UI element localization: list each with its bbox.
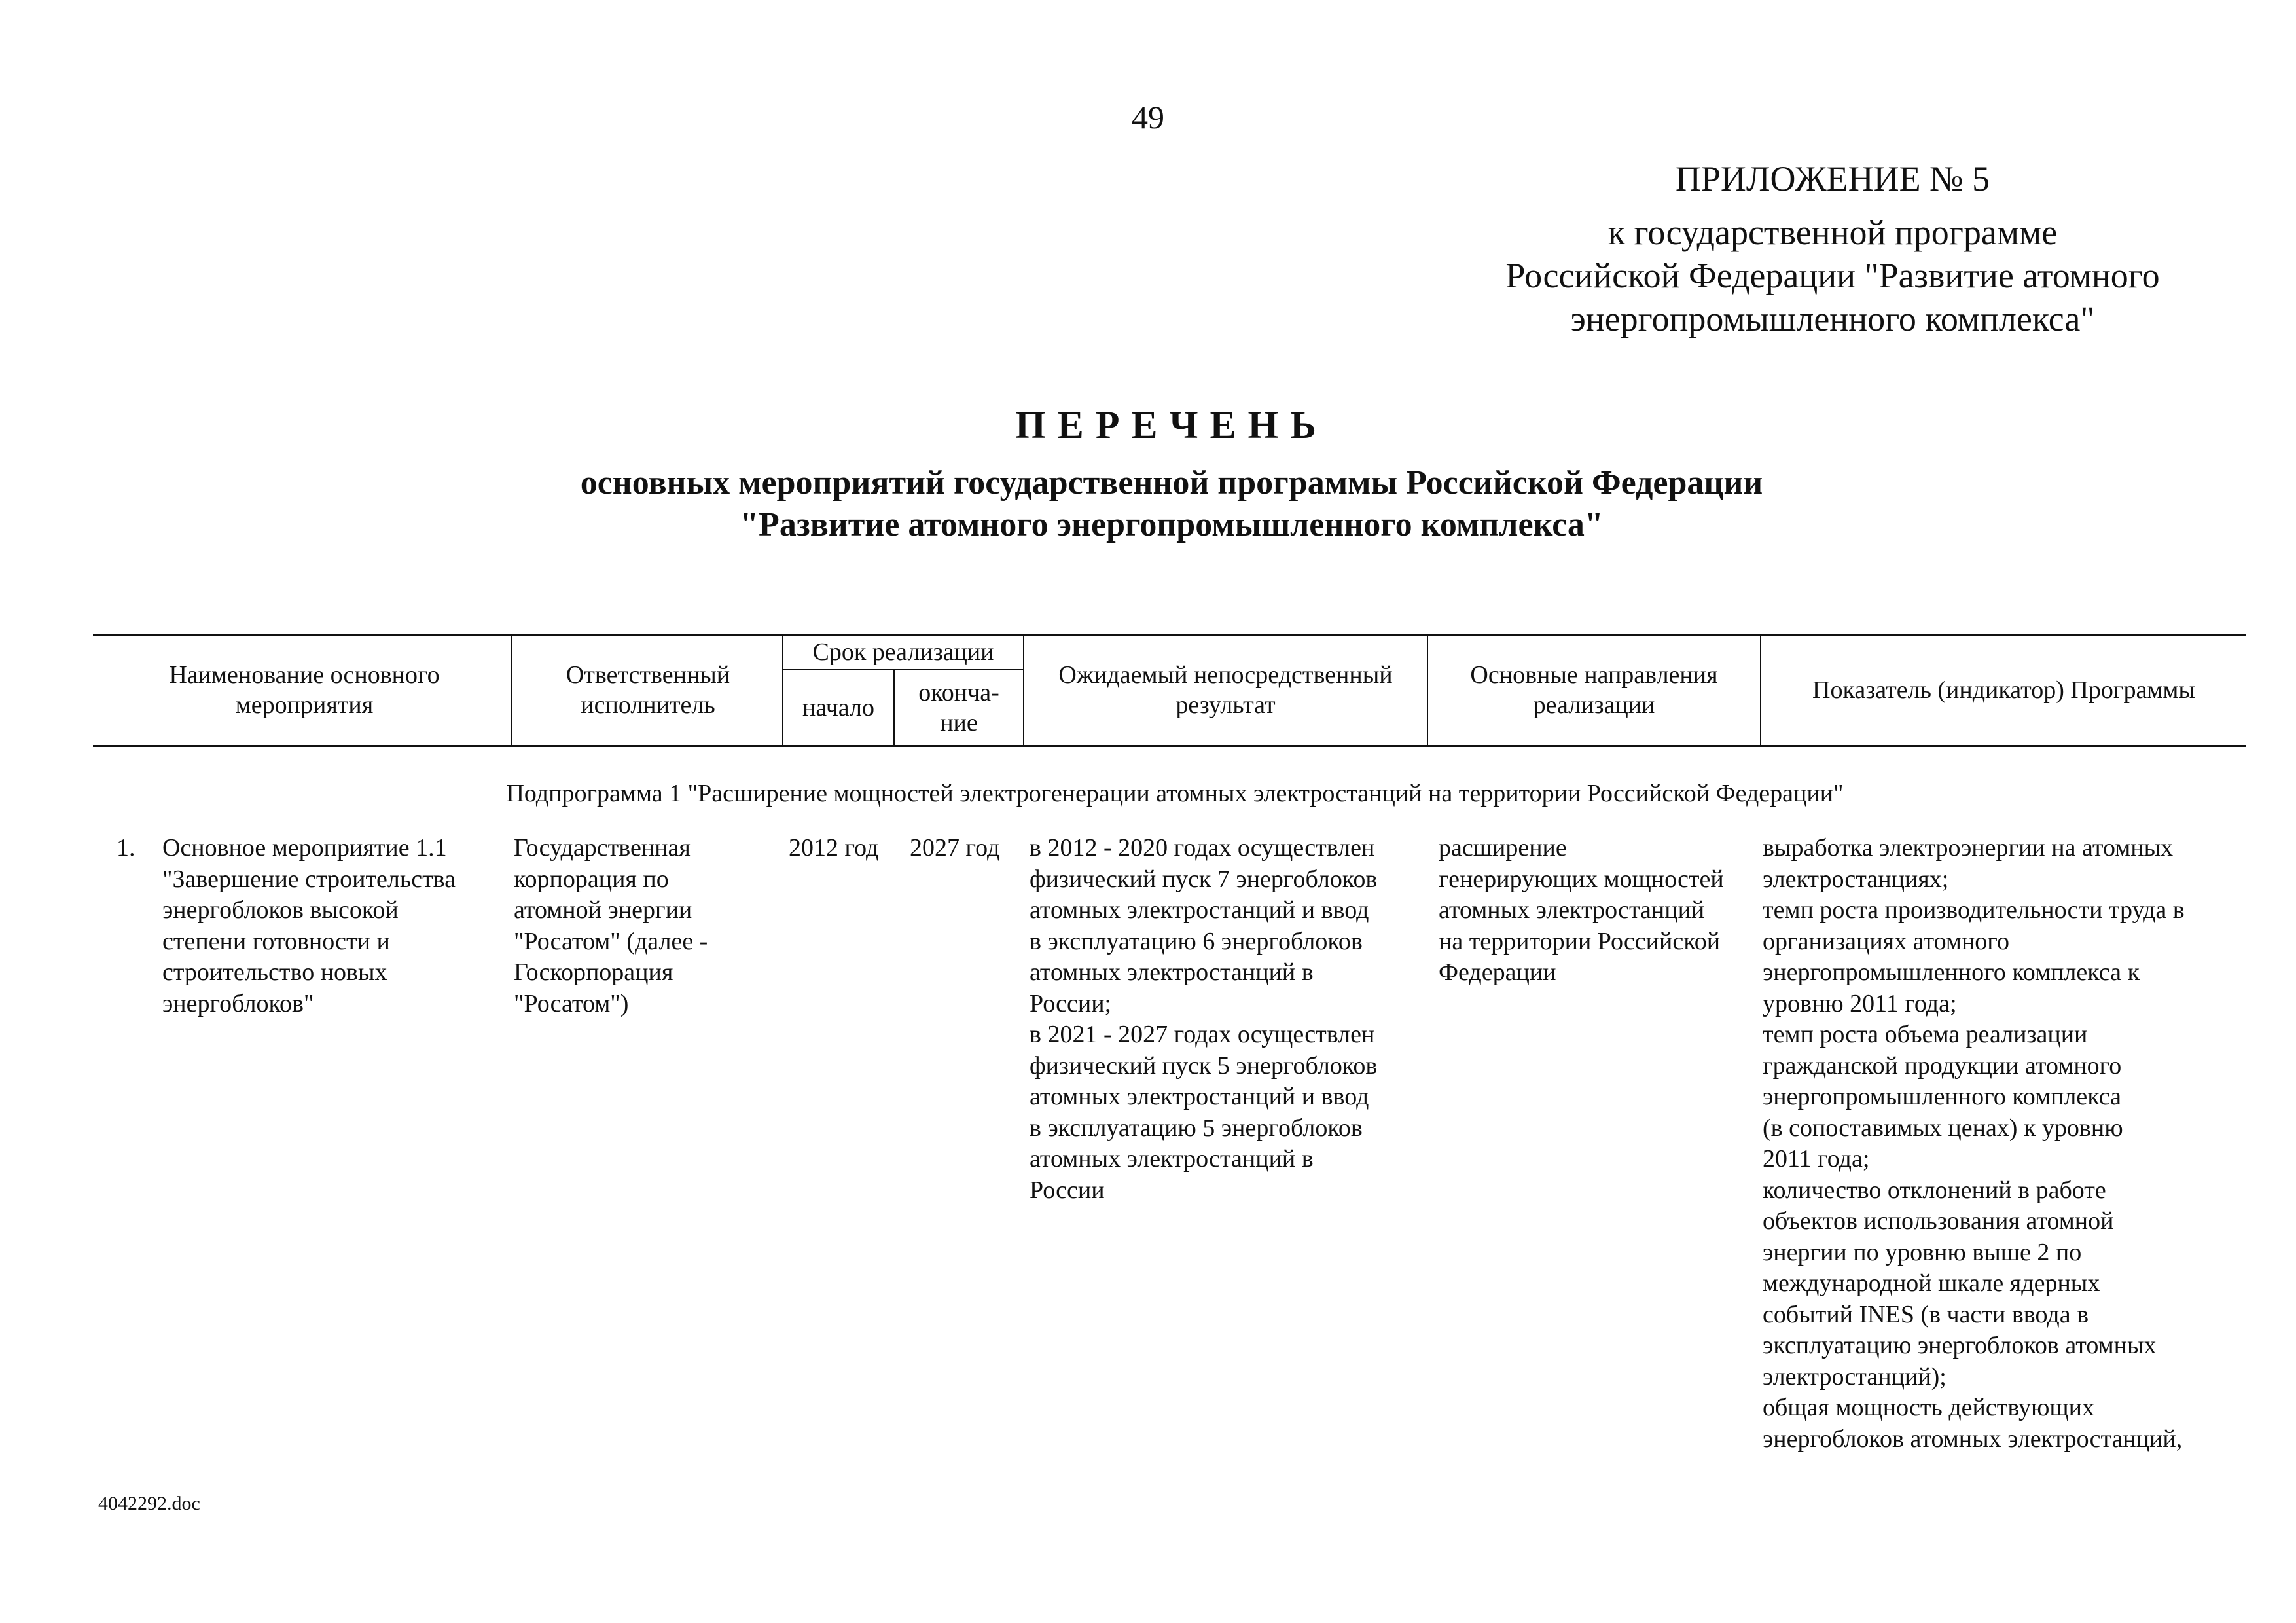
footer-doc-id: 4042292.doc bbox=[98, 1493, 200, 1514]
header-end: оконча- ние bbox=[918, 679, 999, 737]
page-number: 49 bbox=[1132, 99, 1164, 136]
header-result: Ожидаемый непосредственный результат bbox=[1058, 661, 1393, 719]
header-start: начало bbox=[802, 694, 874, 721]
document-subtitle-line-2: "Развитие атомного энергопромышленного комплекса" bbox=[740, 506, 1604, 543]
header-name: Наименование основного мероприятия bbox=[169, 661, 440, 719]
appendix-title: ПРИЛОЖЕНИЕ № 5 bbox=[1675, 159, 1990, 198]
column-divider bbox=[511, 635, 512, 745]
document-title: ПЕРЕЧЕНЬ bbox=[1015, 403, 1328, 447]
header-period: Срок реализации bbox=[812, 638, 994, 666]
row-directions: расширение генерирующих мощностей атомных электростанций на территории Российской Федерации bbox=[1439, 834, 1724, 986]
row-executor: Государственная корпорация по атомной энергии "Росатом" (далее - Госкорпорация "Росатом") bbox=[514, 834, 708, 1017]
appendix-line-2: Российской Федерации "Развитие атомного bbox=[1505, 256, 2160, 295]
row-name: Основное мероприятие 1.1 "Завершение строительства энергоблоков высокой степени готовности и строительство новых энергоблоков" bbox=[162, 834, 456, 1017]
header-indicator: Показатель (индикатор) Программы bbox=[1812, 676, 2195, 704]
row-end: 2027 год bbox=[910, 834, 1000, 862]
row-start: 2012 год bbox=[789, 834, 879, 862]
subprogram-title: Подпрограмма 1 "Расширение мощностей электрогенерации атомных электростанций на территории Российской Федерации" bbox=[506, 780, 1844, 807]
header-directions: Основные направления реализации bbox=[1470, 661, 1718, 719]
document-subtitle-line-1: основных мероприятий государственной программы Российской Федерации bbox=[580, 464, 1763, 501]
row-result: в 2012 - 2020 годах осуществлен физический пуск 7 энергоблоков атомных электростанций и ввод в эксплуатацию 6 энергоблоков атомных электростанций в России; в 2021 - 2027 годах осуществлен физический пуск 5 энергоблоков атомных электростанций и ввод в эксплуатацию 5 энергоблоков атомных электростанций в России bbox=[1030, 834, 1378, 1204]
header-executor: Ответственный исполнитель bbox=[565, 661, 730, 719]
row-number: 1. bbox=[117, 834, 135, 862]
table-header-bottom-rule bbox=[93, 745, 2246, 747]
appendix-line-1: к государственной программе bbox=[1607, 213, 2058, 252]
row-indicator: выработка электроэнергии на атомных электростанциях; темп роста производительности труда в организациях атомного энергопромышленного комплекса к уровню 2011 года; темп роста объема реализации гражданской продукции атомного энергопромышленного комплекса (в сопоставимых ценах) к уровню 2011 года; количество отклонений в работе объектов использования атомной энергии по уровню выше 2 по международной шкале ядерных событий INES (в части ввода в эксплуатацию энергоблоков атомных электростанций); общая мощность действующих энергоблоков атомных электростанций, bbox=[1763, 834, 2185, 1453]
appendix-line-3: энергопромышленного комплекса" bbox=[1570, 299, 2095, 338]
